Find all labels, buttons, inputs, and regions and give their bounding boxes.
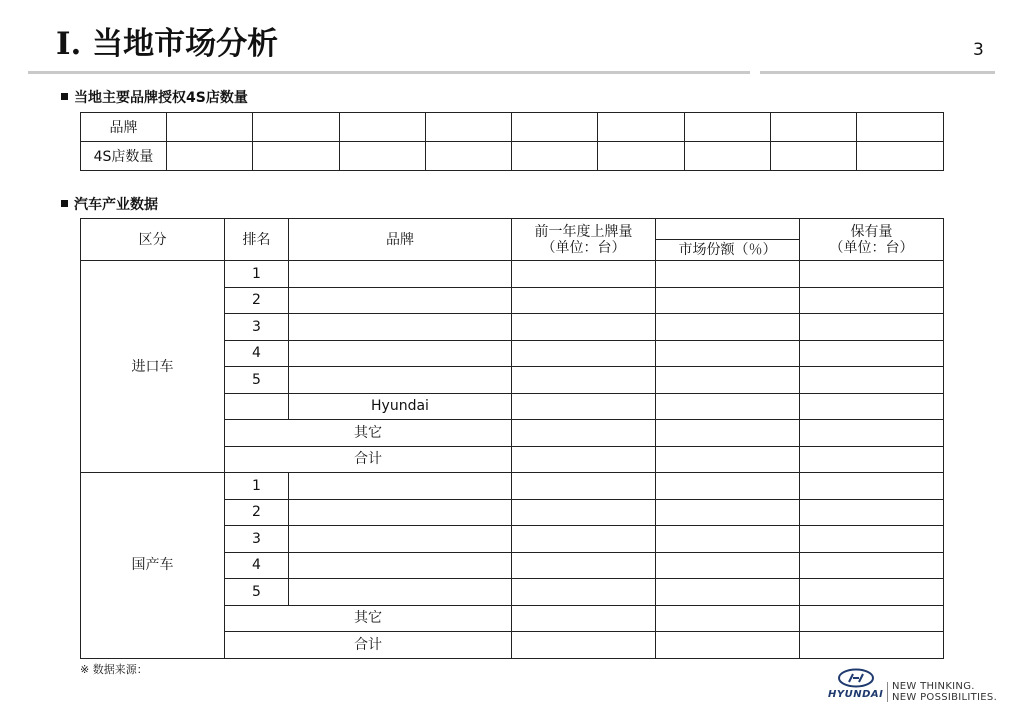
section-title-industry [61,194,158,214]
table-cell[interactable] [800,367,944,394]
header-rank: 排名 [225,219,289,261]
table-cell[interactable] [289,579,512,606]
table-cell[interactable] [512,499,656,526]
brand-hyundai: Hyundai [289,393,512,420]
table-cell[interactable] [289,499,512,526]
table-cell[interactable] [800,632,944,659]
rank-cell: 1 [225,261,289,288]
table-cell[interactable] [512,340,656,367]
table-cell[interactable] [289,287,512,314]
hyundai-logo [828,668,998,704]
rank-cell: 3 [225,526,289,553]
dealer-count-table [80,112,944,171]
table-cell[interactable] [512,314,656,341]
table-cell[interactable] [512,579,656,606]
header-row [81,219,944,240]
table-cell[interactable] [771,113,857,142]
table-cell[interactable] [800,499,944,526]
table-cell[interactable] [289,314,512,341]
category-imported: 进口车 [81,261,225,473]
table-cell[interactable] [656,499,800,526]
table-cell[interactable] [512,420,656,447]
row-other: 其它 [225,605,512,632]
table-cell[interactable] [512,393,656,420]
hyundai-wordmark: HYUNDAI [828,689,884,700]
table-cell[interactable] [656,446,800,473]
table-cell[interactable] [771,142,857,171]
table-cell[interactable] [800,420,944,447]
header-prev-year-unit: （单位：台） [512,240,656,261]
table-cell[interactable] [512,287,656,314]
table-cell[interactable] [800,287,944,314]
data-source-note: ※ 数据来源： [80,663,148,676]
table-cell[interactable] [656,473,800,500]
row-label-dealer-count: 4S店数量 [81,142,167,171]
logo-divider [887,682,888,702]
table-cell[interactable] [289,367,512,394]
table-cell[interactable] [800,473,944,500]
table-cell[interactable] [656,367,800,394]
table-cell[interactable] [656,287,800,314]
title-divider-right [760,71,995,74]
rank-cell: 4 [225,552,289,579]
table-cell[interactable] [656,420,800,447]
table-cell[interactable] [340,142,426,171]
rank-cell: 1 [225,473,289,500]
table-cell[interactable] [167,142,253,171]
header-holdings-unit: （单位：台） [800,240,944,261]
table-cell[interactable] [512,446,656,473]
table-row [81,261,944,288]
table-cell[interactable] [598,113,685,142]
table-cell[interactable] [512,142,598,171]
table-cell[interactable] [800,261,944,288]
square-bullet-icon [61,93,68,100]
rank-cell: 2 [225,287,289,314]
table-cell[interactable] [656,261,800,288]
table-cell[interactable] [289,526,512,553]
section-title-text: 汽车产业数据 [74,197,158,213]
table-cell[interactable] [685,142,771,171]
table-cell[interactable] [598,142,685,171]
row-total: 合计 [225,446,512,473]
industry-data-table [80,218,944,659]
row-label-brand: 品牌 [81,113,167,142]
square-bullet-icon [61,200,68,207]
section-title-dealers [61,87,248,107]
rank-cell: 2 [225,499,289,526]
page-number: 3 [973,40,984,60]
table-cell[interactable] [512,367,656,394]
table-cell[interactable] [656,632,800,659]
header-market-share: 市场份额（％） [656,240,800,261]
table-row [81,473,944,500]
table-cell[interactable] [685,113,771,142]
page-title: I. 当地市场分析 [56,26,279,62]
table-cell[interactable] [512,526,656,553]
title-divider-left [28,71,750,74]
header-prev-year-spacer [656,219,800,240]
table-cell[interactable] [340,113,426,142]
table-cell[interactable] [512,632,656,659]
header-brand: 品牌 [289,219,512,261]
slogan-line-2: NEW POSSIBILITIES. [892,692,998,703]
table-row [81,113,944,142]
table-cell[interactable] [167,113,253,142]
table-cell[interactable] [512,261,656,288]
table-cell[interactable] [289,473,512,500]
table-cell[interactable] [656,526,800,553]
table-cell[interactable] [512,473,656,500]
table-cell[interactable] [656,393,800,420]
table-cell[interactable] [800,314,944,341]
table-cell[interactable] [857,113,944,142]
row-total: 合计 [225,632,512,659]
table-cell[interactable] [426,142,512,171]
table-cell[interactable] [800,579,944,606]
table-cell[interactable] [289,261,512,288]
table-cell[interactable] [656,579,800,606]
table-cell[interactable] [253,142,340,171]
table-cell[interactable] [800,552,944,579]
table-cell[interactable] [656,552,800,579]
table-row [81,142,944,171]
section-title-text: 当地主要品牌授权4S店数量 [74,90,248,106]
slogan-line-1: NEW THINKING. [892,681,975,692]
table-cell[interactable] [289,552,512,579]
table-cell[interactable] [512,605,656,632]
table-cell[interactable] [512,552,656,579]
header-prev-year: 前一年度上牌量 [512,219,656,240]
category-domestic: 国产车 [81,473,225,659]
hyundai-emblem-icon [837,668,875,688]
table-cell[interactable] [656,314,800,341]
table-cell[interactable] [289,340,512,367]
table-cell[interactable] [857,142,944,171]
header-category: 区分 [81,219,225,261]
table-cell[interactable] [656,605,800,632]
rank-cell: 4 [225,340,289,367]
table-cell[interactable] [426,113,512,142]
table-cell[interactable] [253,113,340,142]
table-cell[interactable] [225,393,289,420]
header-holdings: 保有量 [800,219,944,240]
row-other: 其它 [225,420,512,447]
table-cell[interactable] [800,393,944,420]
rank-cell: 5 [225,579,289,606]
table-cell[interactable] [800,340,944,367]
table-cell[interactable] [656,340,800,367]
table-cell[interactable] [800,526,944,553]
rank-cell: 3 [225,314,289,341]
table-cell[interactable] [512,113,598,142]
table-cell[interactable] [800,605,944,632]
rank-cell: 5 [225,367,289,394]
table-cell[interactable] [800,446,944,473]
